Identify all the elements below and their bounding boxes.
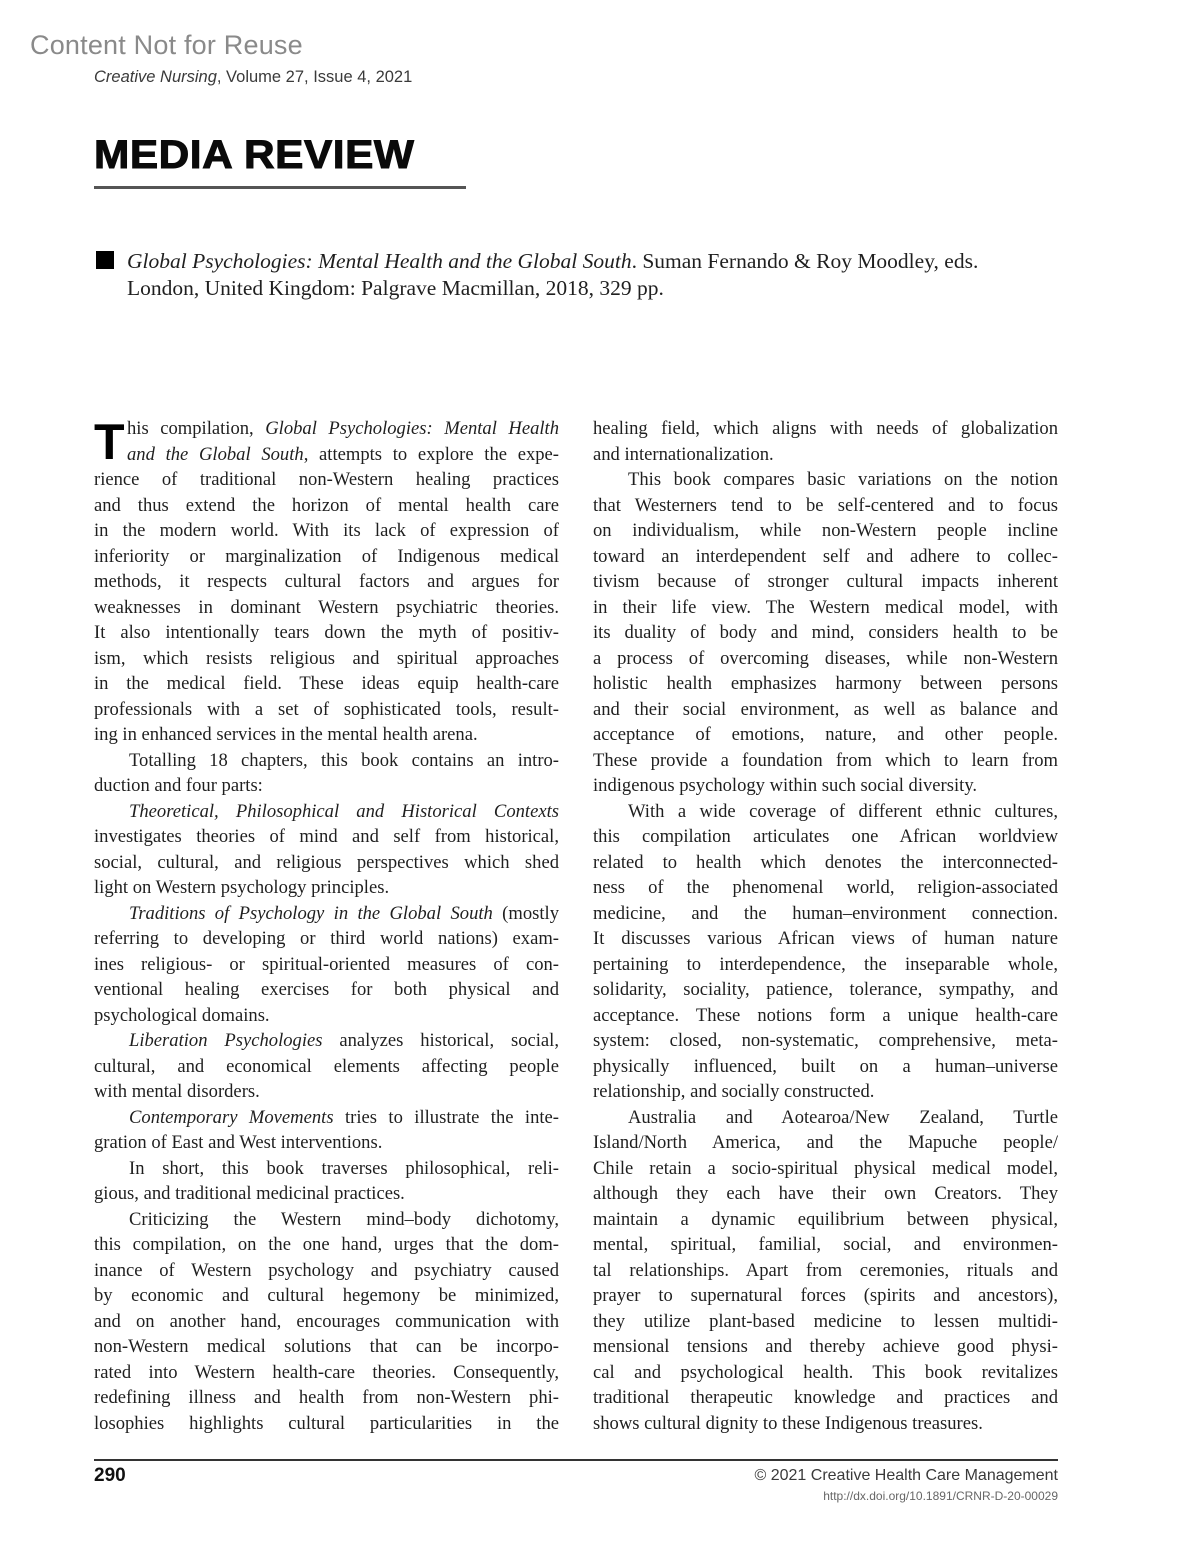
body-text: Island/North America, and the Mapuche people/ <box>593 1132 1058 1153</box>
citation-line-2: London, United Kingdom: Palgrave Macmillan, 2018, 329 pp. <box>127 276 664 300</box>
text-line <box>94 467 559 493</box>
body-text: acceptance. These notions form a unique health-care <box>593 1004 1058 1026</box>
body-text: relationship, and socially constructed. <box>593 1081 875 1102</box>
text-line <box>94 977 559 1003</box>
text-line <box>94 722 559 748</box>
text-line <box>94 773 559 799</box>
body-text: his compilation, <box>127 418 266 439</box>
body-text: analyzes historical, social, <box>322 1030 559 1051</box>
body-text: physically influenced, built on a human–universe <box>593 1055 1058 1077</box>
text-line <box>593 926 1058 952</box>
body-text: These provide a foundation from which to learn from <box>593 749 1058 771</box>
italic-title-text: Global Psychologies: Mental Health <box>265 418 560 439</box>
text-line <box>593 748 1058 774</box>
text-line <box>94 875 559 901</box>
footer-rule <box>94 1459 1058 1461</box>
body-text: ness of the phenomenal world, religion-associated <box>593 877 1058 898</box>
book-title: Global Psychologies: Mental Health and the Global South <box>127 249 632 273</box>
text-line <box>593 1334 1058 1360</box>
body-text: medicine, and the human–environment connection. <box>593 902 1058 924</box>
text-line <box>593 1156 1058 1182</box>
body-text: indigenous psychology within such social diversity. <box>593 775 978 796</box>
body-text: In short, this book traverses philosophical, reli- <box>129 1157 559 1179</box>
text-line <box>593 1028 1058 1054</box>
text-line <box>94 1360 559 1386</box>
body-text: solidarity, sociality, patience, tolerance, sympathy, and <box>593 979 1058 1000</box>
body-text: that Westerners tend to be self-centered and to focus <box>593 494 1058 516</box>
body-text: referring to developing or third world nations) exam- <box>94 928 559 949</box>
body-text: It discusses various African views of human nature <box>593 928 1058 949</box>
text-line <box>593 1360 1058 1386</box>
body-text: light on Western psychology principles. <box>94 877 390 898</box>
body-text: traditional therapeutic knowledge and practices and <box>593 1387 1058 1408</box>
body-text: professionals with a set of sophisticated tools, result- <box>94 698 559 720</box>
body-text: (mostly <box>492 902 559 924</box>
text-line <box>593 518 1058 544</box>
text-line <box>94 646 559 672</box>
text-line <box>94 1258 559 1284</box>
body-text: rience of traditional non-Western healing practices <box>94 469 559 490</box>
text-line <box>94 1105 559 1131</box>
text-line <box>593 1079 1058 1105</box>
body-text: and on another hand, encourages communication with <box>94 1310 559 1332</box>
drop-cap: T <box>94 414 125 470</box>
text-line <box>94 1385 559 1411</box>
text-line <box>593 544 1058 570</box>
text-line <box>94 1207 559 1233</box>
body-text: , attempts to explore the expe- <box>303 443 559 465</box>
body-text: psychological domains. <box>94 1004 270 1026</box>
body-text: in the modern world. With its lack of expression of <box>94 520 559 541</box>
body-text: With a wide coverage of different ethnic cultures, <box>628 800 1058 822</box>
text-line <box>94 1334 559 1360</box>
watermark: Content Not for Reuse <box>30 30 303 60</box>
text-line <box>593 1411 1058 1437</box>
body-text: acceptance of emotions, nature, and other people. <box>593 724 1058 745</box>
text-line <box>593 1054 1058 1080</box>
text-line <box>593 697 1058 723</box>
body-text: Chile retain a socio-spiritual physical medical model, <box>593 1157 1058 1179</box>
text-line <box>94 1232 559 1258</box>
text-line <box>94 518 559 544</box>
body-text: prayer to supernatural forces (spirits and ancestors), <box>593 1285 1058 1306</box>
text-line <box>94 544 559 570</box>
body-text: gious, and traditional medicinal practices. <box>94 1183 405 1204</box>
text-line <box>94 952 559 978</box>
body-text: ines religious- or spiritual-oriented measures of con- <box>94 953 559 975</box>
body-text: system: closed, non-systematic, comprehensive, meta- <box>593 1030 1058 1051</box>
square-bullet-icon <box>96 251 114 269</box>
journal-name: Creative Nursing <box>94 68 217 86</box>
text-line <box>593 493 1058 519</box>
doi-link[interactable]: http://dx.doi.org/10.1891/CRNR-D-20-00029 <box>823 1489 1058 1503</box>
section-title: MEDIA REVIEW <box>94 133 415 177</box>
text-line <box>94 493 559 519</box>
body-text: rated into Western health-care theories. Consequently, <box>94 1361 559 1383</box>
text-line <box>94 1156 559 1182</box>
text-line <box>593 1105 1058 1131</box>
body-text: non-Western medical solutions that can be incorpo- <box>94 1336 559 1357</box>
body-text: mensional tensions and thereby achieve good physi- <box>593 1336 1058 1357</box>
body-text: tal relationships. Apart from ceremonies, rituals and <box>593 1259 1058 1281</box>
text-line <box>593 824 1058 850</box>
body-text: tivism because of stronger cultural impacts inherent <box>593 571 1058 592</box>
body-text: and thus extend the horizon of mental health care <box>94 494 559 516</box>
body-text: redefining illness and health from non-Western phi- <box>94 1387 559 1408</box>
body-text: this compilation articulates one African worldview <box>593 826 1058 847</box>
body-text: toward an interdependent self and adhere to collec- <box>593 545 1058 567</box>
text-line <box>94 671 559 697</box>
body-text: they utilize plant-based medicine to lessen multidi- <box>593 1310 1058 1332</box>
body-text: mental, spiritual, familial, social, and environmen- <box>593 1234 1058 1255</box>
italic-title-text: Liberation Psychologies <box>129 1030 323 1051</box>
text-line <box>593 1258 1058 1284</box>
body-text: ing in enhanced services in the mental health arena. <box>94 724 478 745</box>
text-line <box>94 1181 559 1207</box>
italic-title-text: Traditions of Psychology in the Global South <box>129 902 493 924</box>
body-text: It also intentionally tears down the myth of positiv- <box>94 622 559 643</box>
body-text: ventional healing exercises for both physical and <box>94 979 559 1000</box>
text-line <box>593 1003 1058 1029</box>
body-text: inance of Western psychology and psychiatry caused <box>94 1259 559 1281</box>
body-text: investigates theories of mind and self from historical, <box>94 826 559 847</box>
body-text: losophies highlights cultural particularities in the <box>94 1412 559 1434</box>
italic-title-text: Theoretical, Philosophical and Historical Contexts <box>129 800 559 822</box>
text-line <box>593 646 1058 672</box>
text-line <box>94 799 559 825</box>
text-line <box>593 569 1058 595</box>
body-text: pertaining to interdependence, the inseparable whole, <box>593 953 1058 975</box>
text-line <box>94 1309 559 1335</box>
body-text: gration of East and West interventions. <box>94 1132 383 1153</box>
journal-header <box>94 68 412 87</box>
page-number: 290 <box>94 1465 126 1486</box>
text-line <box>94 1130 559 1156</box>
text-line <box>593 952 1058 978</box>
body-text: with mental disorders. <box>94 1081 260 1102</box>
text-line <box>593 442 1058 468</box>
text-line <box>593 620 1058 646</box>
text-line <box>593 1130 1058 1156</box>
body-text: and their social environment, as well as balance and <box>593 698 1058 720</box>
body-text: weaknesses in dominant Western psychiatric theories. <box>94 596 559 618</box>
body-text: social, cultural, and religious perspectives which shed <box>94 851 559 873</box>
text-line <box>593 799 1058 825</box>
text-line <box>94 697 559 723</box>
text-line <box>94 926 559 952</box>
text-line <box>593 1385 1058 1411</box>
body-text: shows cultural dignity to these Indigenous treasures. <box>593 1412 983 1434</box>
body-text: a process of overcoming diseases, while non-Western <box>593 647 1058 669</box>
body-text: cal and psychological health. This book revitalizes <box>593 1361 1058 1383</box>
text-line <box>94 595 559 621</box>
citation-line-1 <box>127 248 978 275</box>
text-line <box>94 901 559 927</box>
body-text: ism, which resists religious and spiritual approaches <box>94 647 559 669</box>
text-line <box>593 671 1058 697</box>
body-text: Australia and Aotearoa/New Zealand, Turtle <box>628 1106 1058 1128</box>
text-line <box>94 1283 559 1309</box>
body-text: on individualism, while non-Western people incline <box>593 520 1058 541</box>
body-text: healing field, which aligns with needs of globalization <box>593 418 1058 439</box>
body-text: tries to illustrate the inte- <box>333 1106 559 1128</box>
copyright-notice: © 2021 Creative Health Care Management <box>754 1467 1058 1484</box>
text-line <box>94 1003 559 1029</box>
text-line <box>593 1283 1058 1309</box>
body-text: in their life view. The Western medical model, with <box>593 596 1058 618</box>
body-text: related to health which denotes the interconnected- <box>593 851 1058 873</box>
body-text: Criticizing the Western mind–body dichotomy, <box>129 1208 559 1230</box>
body-text: by economic and cultural hegemony be minimized, <box>94 1285 559 1306</box>
text-line <box>94 824 559 850</box>
text-line <box>94 1411 559 1437</box>
body-text: duction and four parts: <box>94 775 263 796</box>
citation-editors: . Suman Fernando & Roy Moodley, eds. <box>631 249 979 273</box>
italic-title-text: and the Global South <box>127 443 304 465</box>
body-text: and internationalization. <box>593 443 774 465</box>
body-text: cultural, and economical elements affecting people <box>94 1055 559 1077</box>
text-line <box>593 1309 1058 1335</box>
journal-details: , Volume 27, Issue 4, 2021 <box>216 68 413 86</box>
text-line <box>593 595 1058 621</box>
body-text: holistic health emphasizes harmony between persons <box>593 673 1058 694</box>
body-text: its duality of body and mind, considers health to be <box>593 622 1058 643</box>
text-line <box>593 467 1058 493</box>
body-text: methods, it respects cultural factors and argues for <box>94 571 559 592</box>
text-line <box>593 773 1058 799</box>
text-line <box>593 977 1058 1003</box>
text-line <box>94 1079 559 1105</box>
body-text: maintain a dynamic equilibrium between physical, <box>593 1208 1058 1230</box>
body-text: in the medical field. These ideas equip health-care <box>94 673 559 694</box>
body-text: although they each have their own Creators. They <box>593 1183 1058 1204</box>
text-line <box>593 875 1058 901</box>
text-line <box>94 620 559 646</box>
text-line <box>94 569 559 595</box>
text-line <box>94 1054 559 1080</box>
body-text: inferiority or marginalization of Indigenous medical <box>94 545 559 567</box>
text-line <box>94 748 559 774</box>
text-line <box>593 1207 1058 1233</box>
text-line <box>593 1181 1058 1207</box>
body-text: Totalling 18 chapters, this book contains an intro- <box>129 749 559 771</box>
text-line <box>593 901 1058 927</box>
body-text: this compilation, on the one hand, urges that the dom- <box>94 1234 559 1255</box>
text-line <box>94 416 559 442</box>
text-line <box>593 416 1058 442</box>
text-line <box>94 850 559 876</box>
italic-title-text: Contemporary Movements <box>129 1106 334 1128</box>
text-line <box>593 850 1058 876</box>
title-underline <box>94 186 466 189</box>
text-line <box>94 1028 559 1054</box>
text-line <box>94 442 559 468</box>
text-line <box>593 1232 1058 1258</box>
body-text: This book compares basic variations on the notion <box>628 469 1058 490</box>
text-line <box>593 722 1058 748</box>
